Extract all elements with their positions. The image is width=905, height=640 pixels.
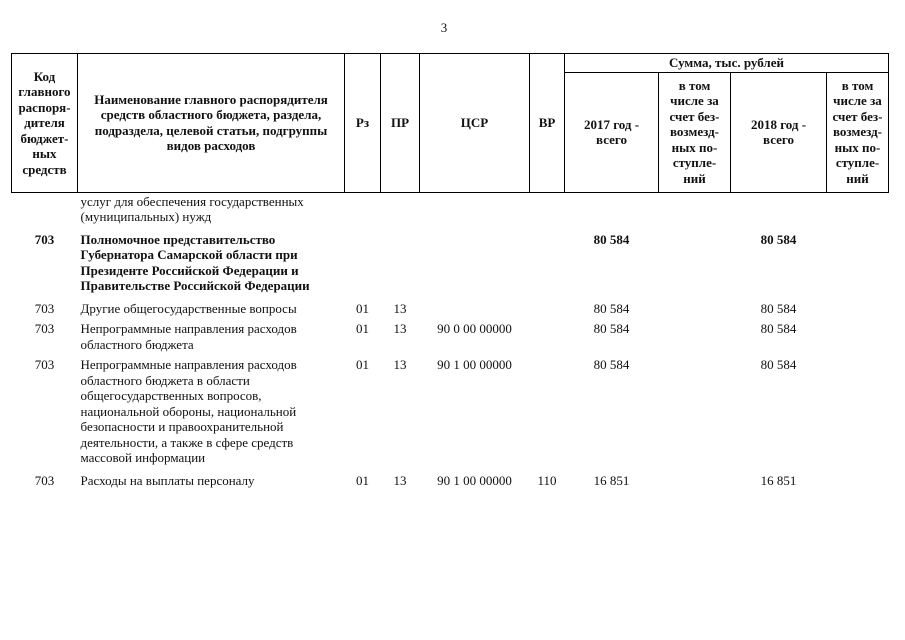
cell-2017-free bbox=[659, 192, 731, 226]
header-vr: ВР bbox=[530, 54, 565, 193]
cell-2017: 16 851 bbox=[593, 472, 630, 488]
cell-2018: 80 584 bbox=[760, 231, 797, 247]
cell-2018: 80 584 bbox=[760, 300, 797, 316]
cell-2018-free bbox=[827, 226, 889, 295]
table-row bbox=[12, 192, 889, 226]
cell-2017-free bbox=[659, 295, 731, 318]
header-pr: ПР bbox=[381, 54, 420, 193]
cell-2017: 80 584 bbox=[593, 321, 630, 336]
header-2017-free: в том числе за счет без-возмезд-ных по-ступле-ний bbox=[659, 72, 731, 192]
cell-2018-free bbox=[827, 295, 889, 318]
cell-csr bbox=[420, 226, 530, 295]
cell-vr bbox=[530, 192, 565, 226]
header-csr: ЦСР bbox=[420, 54, 530, 193]
cell-2017-free bbox=[659, 467, 731, 490]
cell-vr bbox=[530, 317, 565, 353]
cell-pr: 13 bbox=[393, 321, 407, 336]
cell-name: Расходы на выплаты персоналу bbox=[80, 472, 255, 488]
cell-2017-free bbox=[659, 317, 731, 353]
cell-vr bbox=[530, 226, 565, 295]
cell-rz bbox=[345, 226, 381, 295]
cell-2017: 80 584 bbox=[593, 300, 630, 316]
cell-name: Непрограммные направления расходов областного бюджета в области общегосударственных вопросов, национальной обороны, национальной безопасности и правоохранительной деятельности, а также в сфере средств массовой информации bbox=[80, 357, 297, 465]
cell-rz: 01 bbox=[356, 321, 369, 336]
cell-code: 703 bbox=[34, 300, 55, 316]
cell-2018: 80 584 bbox=[760, 321, 797, 336]
table-row bbox=[12, 317, 889, 353]
table-row bbox=[12, 295, 889, 318]
header-2018-total: 2018 год - всего bbox=[731, 72, 827, 192]
cell-rz: 01 bbox=[356, 472, 369, 488]
cell-csr: 90 1 00 00000 bbox=[437, 357, 512, 372]
page-number: 3 bbox=[440, 20, 448, 35]
cell-2017: 80 584 bbox=[593, 357, 630, 372]
cell-csr bbox=[420, 192, 530, 226]
cell-code: 703 bbox=[34, 231, 55, 247]
cell-vr bbox=[530, 353, 565, 467]
cell-name: Полномочное представительство Губернатора Самарской области при Президенте Российской Федерации и Правительстве Российской Федерации bbox=[80, 231, 310, 293]
cell-2018: 80 584 bbox=[760, 357, 797, 372]
budget-table bbox=[11, 53, 889, 489]
header-code: Код главного распоря-дителя бюджет-ных средств bbox=[12, 54, 78, 193]
header-rz: Рз bbox=[345, 54, 381, 193]
cell-2017-free bbox=[659, 353, 731, 467]
cell-pr: 13 bbox=[393, 300, 407, 316]
cell-csr: 90 0 00 00000 bbox=[437, 321, 512, 336]
cell-pr: 13 bbox=[393, 472, 407, 488]
cell-rz: 01 bbox=[356, 300, 369, 316]
table-row bbox=[12, 353, 889, 467]
cell-2018: 16 851 bbox=[760, 472, 797, 488]
cell-rz: 01 bbox=[356, 357, 369, 372]
table-row bbox=[12, 467, 889, 490]
cell-pr bbox=[381, 192, 420, 226]
cell-pr: 13 bbox=[393, 357, 407, 372]
table-row bbox=[12, 226, 889, 295]
cell-code: 703 bbox=[34, 357, 55, 372]
cell-2017: 80 584 bbox=[593, 231, 630, 247]
cell-2018-free bbox=[827, 353, 889, 467]
cell-2017 bbox=[565, 192, 659, 226]
cell-code: 703 bbox=[34, 472, 55, 488]
cell-code: 703 bbox=[34, 321, 55, 336]
cell-vr: 110 bbox=[537, 472, 557, 488]
cell-csr: 90 1 00 00000 bbox=[437, 472, 512, 488]
cell-rz bbox=[345, 192, 381, 226]
header-2018-free: в том числе за счет без-возмезд-ных по-ступле-ний bbox=[827, 72, 889, 192]
cell-2017-free bbox=[659, 226, 731, 295]
cell-csr bbox=[420, 295, 530, 318]
header-sum-group: Сумма, тыс. рублей bbox=[565, 54, 889, 73]
cell-name: Другие общегосударственные вопросы bbox=[80, 300, 297, 316]
header-2017-total: 2017 год - всего bbox=[565, 72, 659, 192]
cell-name: услуг для обеспечения государственных (муниципальных) нужд bbox=[80, 193, 304, 224]
cell-pr bbox=[381, 226, 420, 295]
cell-2018-free bbox=[827, 467, 889, 490]
cell-2018 bbox=[731, 192, 827, 226]
cell-vr bbox=[530, 295, 565, 318]
cell-code bbox=[12, 192, 78, 226]
cell-2018-free bbox=[827, 317, 889, 353]
cell-2018-free bbox=[827, 192, 889, 226]
header-name: Наименование главного распорядителя средств областного бюджета, раздела, подраздела, целевой статьи, подгруппы видов расходов bbox=[78, 54, 345, 193]
cell-name: Непрограммные направления расходов областного бюджета bbox=[80, 321, 297, 352]
